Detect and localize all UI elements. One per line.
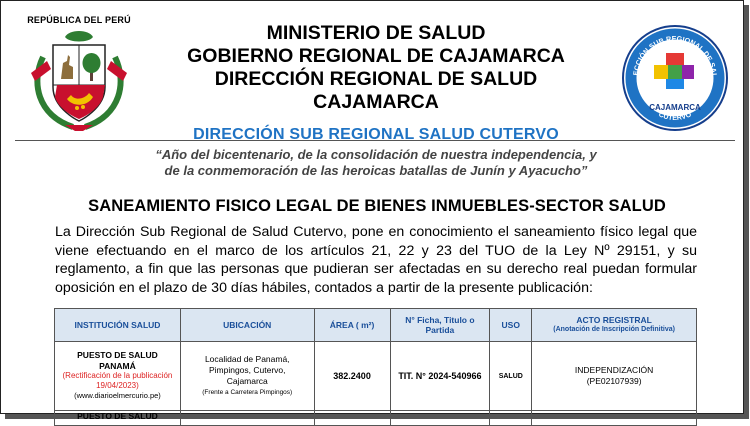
location-line-1: Localidad de Panamá, (204, 354, 290, 364)
table-header-row (55, 309, 697, 342)
col-ficha: N° Ficha, Titulo o Partida (390, 309, 490, 342)
table-row (55, 342, 697, 411)
col-ubicacion: UBICACIÓN (180, 309, 314, 342)
header-divider (15, 140, 735, 141)
year-motto (61, 147, 691, 179)
ministry-title: MINISTERIO DE SALUD (266, 22, 486, 44)
col-uso: USO (490, 309, 532, 342)
cell-institucion (55, 342, 181, 411)
notice-body: La Dirección Sub Regional de Salud Cutervo, pone en conocimiento el saneamiento físico legal que viene efectuando en el marco de los artículos 21, 22 y 23 del TUO de la Ley Nº 29151, y su reglamento, a fin que las personas que pudieran ser afectadas en su derecho real puedan formular oposición en el plazo de 30 días hábiles, contados a partir de la presente publicación: (55, 224, 697, 296)
regional-government-title: GOBIERNO REGIONAL DE CAJAMARCA (187, 45, 565, 67)
location-front: (Frente a Carretera Pimpingos) (202, 389, 293, 396)
cutervo-health-logo (620, 23, 730, 133)
cell-uso: SALUD (490, 342, 532, 411)
regional-health-directorate-title: DIRECCIÓN REGIONAL DE SALUD CAJAMARCA (214, 68, 538, 113)
publication-url: (www.diarioelmercurio.pe) (74, 391, 161, 401)
col-area: ÁREA ( m²) (314, 309, 390, 342)
cell-ficha (390, 411, 490, 426)
cell-ficha: TIT. N° 2024-540966 (390, 342, 490, 411)
col-acto-note: (Anotación de Inscripción Definitiva) (553, 326, 675, 333)
seal-caption: REPÚBLICA DEL PERÚ (27, 15, 131, 25)
acto-line-1: INDEPENDIZACIÓN (574, 365, 654, 375)
cell-acto (532, 342, 697, 411)
location-line-3: Cajamarca (226, 376, 268, 386)
letterhead (151, 22, 601, 144)
cell-uso (490, 411, 532, 426)
peru-coat-of-arms (23, 15, 135, 133)
property-table (54, 308, 697, 426)
notice-title: SANEAMIENTO FISICO LEGAL DE BIENES INMUEBLES-SECTOR SALUD (88, 197, 666, 215)
cell-area (314, 411, 390, 426)
rectification-note: (Rectificación de la publicación 19/04/2023) (62, 371, 173, 391)
subregional-directorate-title: DIRECCIÓN SUB REGIONAL SALUD CUTERVO (193, 126, 559, 143)
col-acto (532, 309, 697, 342)
col-institucion: INSTITUCIÓN SALUD (55, 309, 181, 342)
logo-wordmark: CAJAMARCA (649, 103, 701, 112)
coat-of-arms-icon (23, 27, 135, 133)
cell-institucion (55, 411, 181, 426)
acto-line-2: (PE02107939) (586, 376, 642, 386)
cell-area: 382.2400 (314, 342, 390, 411)
cell-ubicacion (180, 342, 314, 411)
cell-ubicacion (180, 411, 314, 426)
institution-name-line-2: PANAMÁ (99, 360, 136, 371)
location-line-2: Pimpingos, Cutervo, (208, 365, 286, 375)
table-row (55, 411, 697, 426)
institution-name-line-1: PUESTO DE SALUD (77, 350, 158, 361)
institution-name-line-1: PUESTO DE SALUD (77, 411, 158, 421)
logo-ring-bottom-text: CUTERVO (657, 109, 693, 123)
health-logo-icon (620, 23, 730, 133)
year-motto-line-1: “Año del bicentenario, de la consolidación de nuestra independencia, y (155, 147, 597, 162)
year-motto-line-2: de la conmemoración de las heroicas batallas de Junín y Ayacucho” (164, 163, 588, 178)
col-acto-label: ACTO REGISTRAL (576, 315, 652, 325)
logo-ring-top-text: ECCIÓN SUB REGIONAL DE SAL (631, 33, 720, 78)
cell-acto (532, 411, 697, 426)
